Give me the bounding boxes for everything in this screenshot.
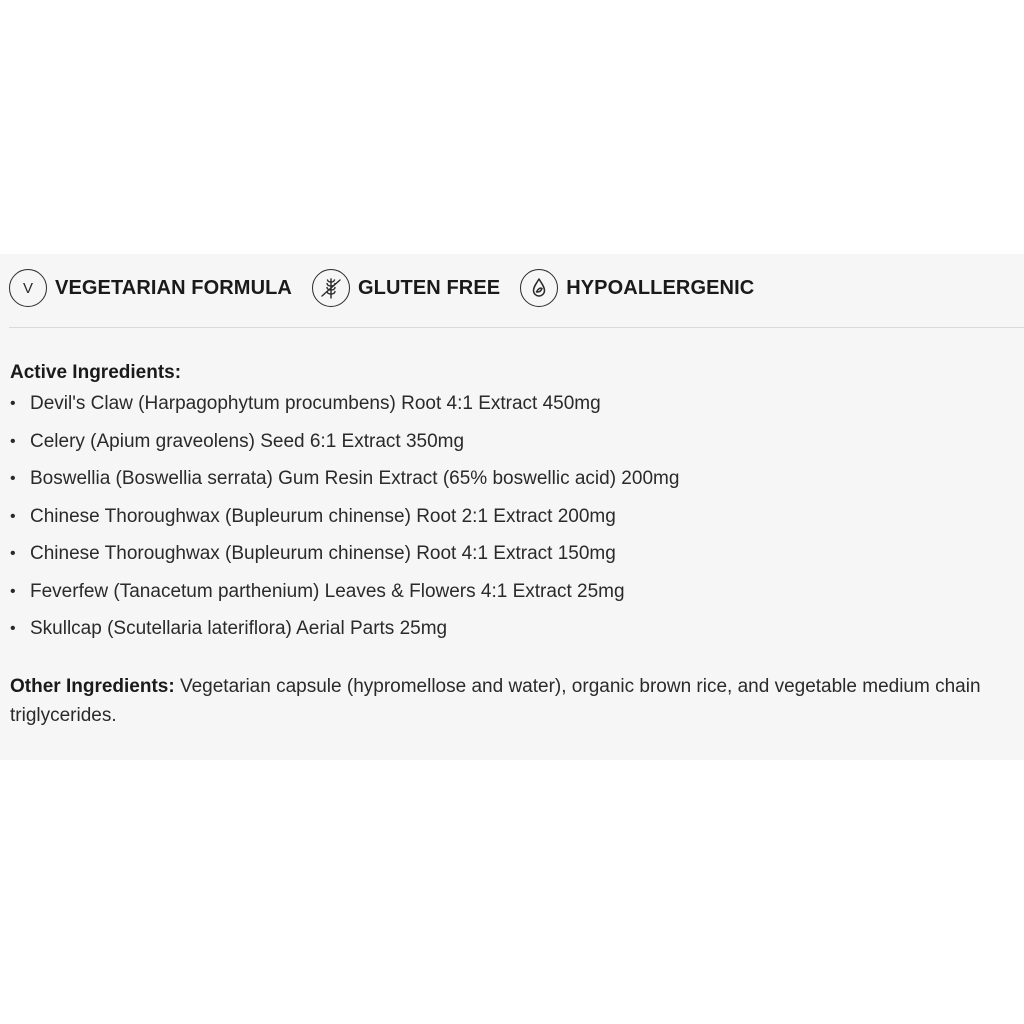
list-item <box>10 504 679 542</box>
badge-gluten-free <box>312 269 500 307</box>
section-divider <box>9 327 1024 328</box>
ingredient-text: Chinese Thoroughwax (Bupleurum chinense) Root 2:1 Extract 200mg <box>30 505 616 527</box>
vegetarian-v-icon <box>9 269 47 307</box>
list-item <box>10 616 679 654</box>
vegetarian-symbol: V <box>22 279 33 297</box>
list-item <box>10 429 679 467</box>
active-ingredients-list <box>10 391 679 654</box>
ingredient-text: Feverfew (Tanacetum parthenium) Leaves & Flowers 4:1 Extract 25mg <box>30 580 625 602</box>
badge-label-hypoallergenic: HYPOALLERGENIC <box>566 276 755 299</box>
bullet: • <box>10 582 16 600</box>
bullet: • <box>10 545 16 562</box>
badge-row <box>9 266 774 310</box>
droplet-leaf-icon <box>520 269 558 307</box>
product-info-panel <box>0 254 1024 760</box>
list-item <box>10 579 679 617</box>
list-item <box>10 466 679 504</box>
bullet: • <box>10 507 16 525</box>
active-ingredients-heading: Active Ingredients: <box>10 362 182 383</box>
badge-hypoallergenic <box>520 269 754 307</box>
bullet: • <box>10 432 16 450</box>
bullet: • <box>10 620 16 637</box>
list-item <box>10 541 679 579</box>
bullet: • <box>10 470 16 487</box>
badge-label-vegetarian: VEGETARIAN FORMULA <box>55 276 292 299</box>
other-ingredients-label: Other Ingredients: <box>10 676 175 697</box>
badge-vegetarian <box>9 269 292 307</box>
badge-label-gluten-free: GLUTEN FREE <box>357 276 501 299</box>
ingredient-text: Chinese Thoroughwax (Bupleurum chinense) Root 4:1 Extract 150mg <box>30 543 616 564</box>
ingredient-text: Boswellia (Boswellia serrata) Gum Resin Extract (65% boswellic acid) 200mg <box>30 468 680 489</box>
ingredient-text: Devil's Claw (Harpagophytum procumbens) Root 4:1 Extract 450mg <box>30 393 601 414</box>
wheat-crossed-icon <box>312 269 350 307</box>
other-ingredients <box>10 672 1020 730</box>
bullet: • <box>10 395 16 412</box>
list-item <box>10 391 679 429</box>
ingredient-text: Skullcap (Scutellaria lateriflora) Aerial Parts 25mg <box>30 618 448 639</box>
ingredient-text: Celery (Apium graveolens) Seed 6:1 Extract 350mg <box>30 430 465 452</box>
other-ingredients-text: Vegetarian capsule (hypromellose and water), organic brown rice, and vegetable medium chain triglycerides. <box>10 676 981 726</box>
